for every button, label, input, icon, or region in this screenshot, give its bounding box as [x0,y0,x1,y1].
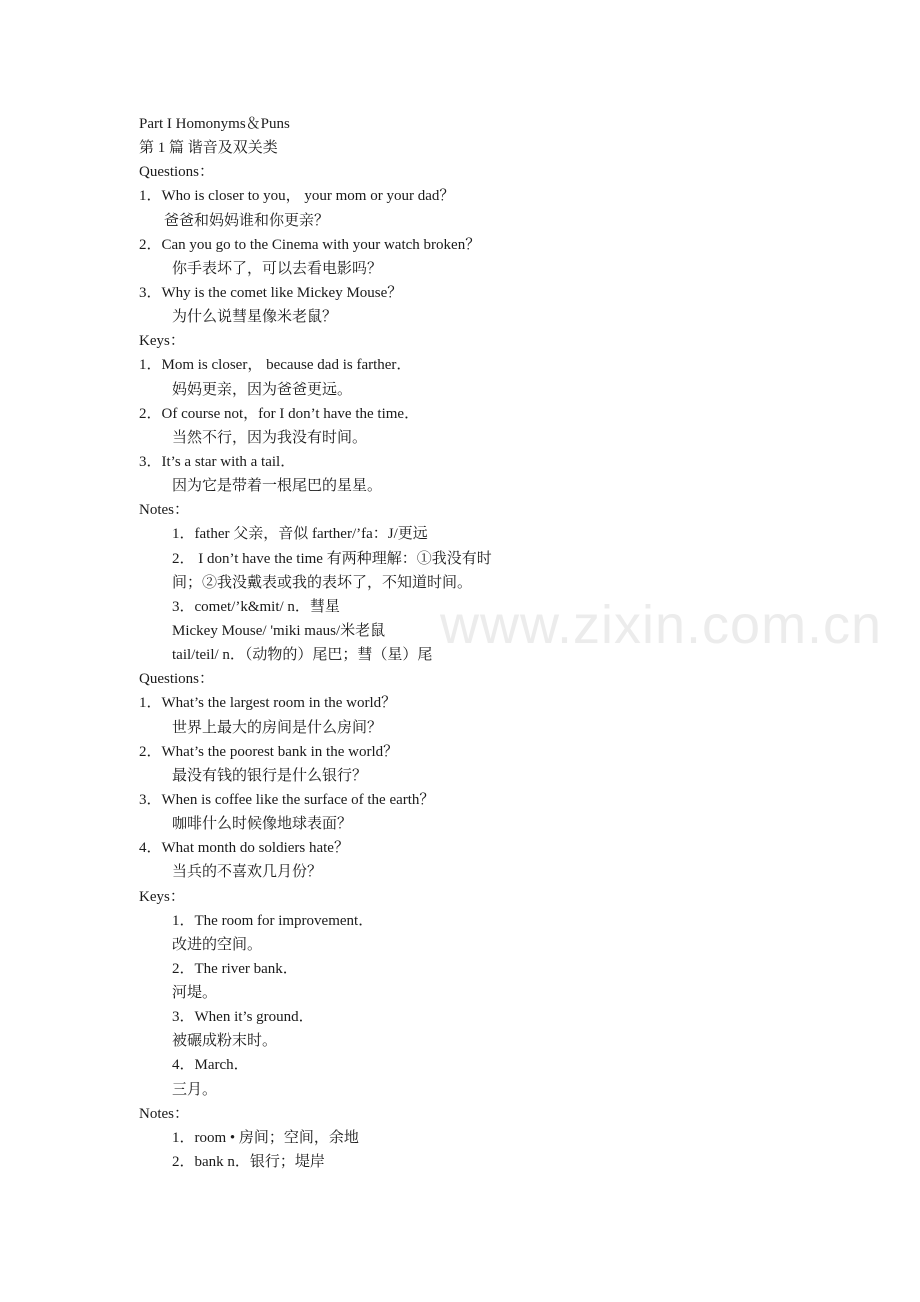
question-item: 1．What’s the largest room in the world？ [139,695,397,712]
question-translation: 为什么说彗星像米老鼠？ [172,309,338,326]
key-translation: 三月。 [172,1081,218,1098]
question-item: 1．Who is closer to you， your mom or your dad？ [139,188,455,205]
question-item: 2．Can you go to the Cinema with your watch broken？ [139,236,481,253]
key-translation: 河堤。 [172,985,218,1002]
note-item: Mickey Mouse/ 'miki maus/米老鼠 [172,622,386,639]
question-translation: 世界上最大的房间是什么房间？ [172,719,383,736]
key-translation: 被碾成粉末时。 [172,1033,278,1050]
question-translation: 爸爸和妈妈谁和你更亲？ [164,212,330,229]
note-item: 3．comet/’k&mit/ n．彗星 [172,598,340,615]
note-item: tail/teil/ n．（动物的）尾巴；彗（星）尾 [172,647,433,664]
section-heading-questions: Questions： [139,164,215,181]
key-item: 3．When it’s ground． [172,1009,314,1026]
key-item: 3．It’s a star with a tail． [139,453,296,470]
question-translation: 当兵的不喜欢几月份？ [172,864,323,881]
question-item: 4．What month do soldiers hate？ [139,840,349,857]
note-item: 2．bank n．银行；堤岸 [172,1154,325,1171]
question-translation: 咖啡什么时候像地球表面？ [172,816,353,833]
document-title: Part I Homonyms＆Puns [139,116,290,132]
key-translation: 因为它是带着一根尾巴的星星。 [172,478,383,495]
key-item: 2．The river bank． [172,960,298,977]
section-heading-keys: Keys： [139,888,185,905]
question-item: 2．What’s the poorest bank in the world？ [139,743,399,760]
key-translation: 妈妈更亲，因为爸爸更远。 [172,381,353,398]
document-page [139,112,819,1174]
section-heading-keys: Keys： [139,333,185,350]
chapter-heading: 第 1 篇 谐音及双关类 [139,140,278,157]
question-item: 3．When is coffee like the surface of the earth？ [139,791,435,808]
key-item: 4．March． [172,1057,249,1074]
note-item-continued: 间；②我没戴表或我的表坏了，不知道时间。 [172,574,473,591]
note-item: 1．father 父亲，音似 farther/’fa：J/更远 [172,526,428,543]
key-translation: 改进的空间。 [172,936,263,953]
note-item: 1．room • 房间；空间，余地 [172,1129,359,1146]
key-item: 1．The room for improvement． [172,912,374,929]
section-heading-questions: Questions： [139,671,215,688]
question-translation: 最没有钱的银行是什么银行？ [172,767,368,784]
key-item: 1．Mom is closer， because dad is farther． [139,357,412,374]
note-item: 2． I don’t have the time 有两种理解：①我没有时 [172,550,492,567]
key-item: 2．Of course not，for I don’t have the time． [139,405,420,422]
section-heading-notes: Notes： [139,502,189,519]
watermark: www.zixin.com.cn [440,595,883,655]
section-heading-notes: Notes： [139,1105,189,1122]
question-item: 3．Why is the comet like Mickey Mouse？ [139,284,403,301]
question-translation: 你手表坏了，可以去看电影吗？ [172,260,383,277]
key-translation: 当然不行，因为我没有时间。 [172,429,368,446]
